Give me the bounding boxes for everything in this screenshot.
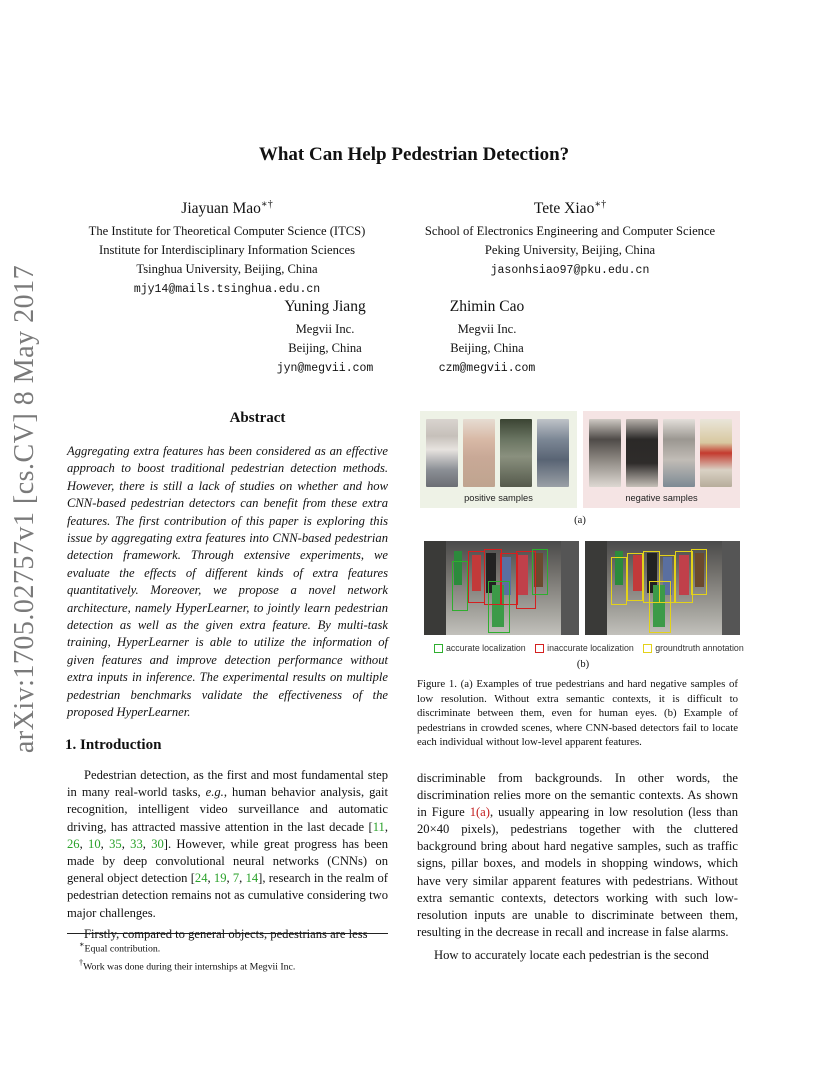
paper-title: What Can Help Pedestrian Detection? <box>258 144 570 165</box>
text-run: e.g. <box>205 785 224 800</box>
section-heading-introduction: 1. Introduction <box>65 737 162 753</box>
citation-link[interactable]: 26 <box>67 836 80 851</box>
crowd-scene-detections <box>424 541 579 635</box>
text-run: ], research in the realm of pedestrian detection remains not as cumulative considering two major challenges. <box>67 871 388 920</box>
author-email[interactable]: jyn@megvii.com <box>276 361 374 375</box>
crowd-scene-groundtruth <box>585 541 740 635</box>
negative-thumbnail <box>700 419 732 487</box>
arxiv-identifier-stamp: arXiv:1705.02757v1 [cs.CV] 8 May 2017 <box>9 264 40 754</box>
citation-link[interactable]: 14 <box>245 871 259 886</box>
legend-label: accurate localization <box>446 643 526 653</box>
footnote <box>67 938 400 956</box>
footnote-text: Equal contribution. <box>84 943 161 955</box>
author-email[interactable]: jasonhsiao97@pku.edu.cn <box>490 263 650 277</box>
pedestrian-thumbnail <box>463 419 495 487</box>
affiliation-line: Tsinghua University, Beijing, China <box>136 261 318 276</box>
author-mark: ∗† <box>594 199 607 210</box>
introduction-body <box>67 767 388 943</box>
abstract-body: Aggregating extra features has been considered as an effective approach to boost traditional pedestrian detection methods. However, there is still a lack of studies on whether and how CNN-based pedestrian detectors can benefit from these extra features. The first contribution of this paper is exploring this issue by aggregating extra features into CNN-based pedestrian detection framework. Through extensive experiments, we evaluate the effects of different kinds of extra features quantitatively. Moreover, we propose a novel network architecture, namely HyperLearner, to jointly learn pedestrian detection as well as the given extra feature. By multi-task training, HyperLearner is able to utilize the information of given features and improve detection performance without extra inputs in inference. The experimental results on multiple pedestrian benchmarks validate the effectiveness of the proposed HyperLearner. <box>67 444 388 720</box>
pedestrian-thumbnail <box>537 419 569 487</box>
citation-link[interactable]: 11 <box>372 819 385 834</box>
affiliation-line: Beijing, China <box>288 340 362 355</box>
pedestrian-thumbnail <box>500 419 532 487</box>
affiliation-line: The Institute for Theoretical Computer Science (ITCS) <box>88 223 366 238</box>
citation-link[interactable]: 30 <box>151 836 164 851</box>
author-block-xiao <box>405 196 735 280</box>
legend-swatch <box>434 644 443 653</box>
author-block-mao <box>62 196 392 299</box>
citation-link[interactable]: 33 <box>130 836 143 851</box>
author-block-cao <box>402 298 572 378</box>
paragraph: Pedestrian detection, as the first and most fundamental step in many real-world tasks, e.g., human behavior analysis, gait recognition, intelligent video surveillance and automatic driving, has attracted massive attention in the last decade [11, 26, 10, 35, 33, 30]. However, while great progress has been made by deep convolutional neural networks (CNNs) on general object detection [24, 19, 7, 14], research in the realm of pedestrian detection remains not as cumulative considering two major challenges. <box>67 768 389 920</box>
legend-swatch <box>535 644 544 653</box>
text-run: ]. However, while great progress has been made by deep convolutional neural networks (CNNs) on general object detection [ <box>67 836 389 886</box>
affiliation-line: Institute for Interdisciplinary Information Sciences <box>99 242 355 257</box>
figure-legend <box>434 643 751 653</box>
paragraph: How to accurately locate each pedestrian is the second <box>434 947 709 962</box>
footnote-mark: ∗ <box>79 940 85 949</box>
figure-1b <box>424 541 742 671</box>
author-name: Tete Xiao <box>533 200 595 218</box>
legend-swatch <box>643 644 652 653</box>
negative-thumbnail <box>589 419 621 487</box>
negative-thumbnail <box>663 419 695 487</box>
citation-link[interactable]: 35 <box>109 836 122 851</box>
subfigure-label-b: (b) <box>576 659 590 670</box>
author-mark: ∗† <box>260 199 273 210</box>
legend-label: inaccurate localization <box>547 643 634 653</box>
affiliation-line: Megvii Inc. <box>457 321 517 336</box>
footnotes <box>67 933 388 974</box>
footnote-mark: † <box>79 958 84 968</box>
negative-thumbnail <box>626 419 658 487</box>
paragraph: Firstly, compared to general objects, pedestrians are less <box>84 926 368 941</box>
text-run: , usually appearing in low resolution (less than 20×40 pixels), pedestrians together with the cluttered background bring about hard negative samples, such as traffic signs, pillar boxes, and models in shopping windows, which have very similar apparent features with pedestrians. Without extra semantic contexts, detectors working with such low-resolution inputs are unable to discriminate between them, resulting in the decrease in recall and increase in false alarms. <box>417 805 738 939</box>
citation-link[interactable]: 19 <box>213 871 227 886</box>
figure-1a <box>420 411 740 531</box>
affiliation-line: Beijing, China <box>450 340 524 355</box>
figure-caption: Figure 1. (a) Examples of true pedestrians and hard negative samples of low resolution. Without extra semantic contexts, it is difficult to discriminate between them, even for human eyes. (b) Example of pedestrians in crowded scenes, where CNN-based detectors fail to locate each individual without low-level apparent features. <box>417 678 738 748</box>
positive-samples-panel <box>420 411 577 508</box>
positive-samples-label: positive samples <box>464 493 533 503</box>
affiliation-line: Megvii Inc. <box>295 321 355 336</box>
negative-samples-label: negative samples <box>625 493 698 503</box>
author-email[interactable]: czm@megvii.com <box>438 361 536 375</box>
author-name: Jiayuan Mao <box>181 200 261 218</box>
citation-link[interactable]: 24 <box>194 871 208 886</box>
legend-item <box>535 643 634 653</box>
figure-reference-link[interactable]: 1(a) <box>469 805 490 820</box>
text-run: , human behavior analysis, gait recognition, intelligent video surveillance and automatic driving, has attracted massive attention in the last decade [ <box>67 785 388 834</box>
author-name: Zhimin Cao <box>449 298 525 315</box>
pedestrian-thumbnail <box>426 419 458 487</box>
negative-samples-panel <box>583 411 740 508</box>
author-block-jiang <box>240 298 410 378</box>
text-run: discriminable from backgrounds. In other words, the discrimination relies more on the semantic contexts. As shown in Figure <box>417 771 738 820</box>
subfigure-label-a: (a) <box>574 515 586 526</box>
author-email[interactable]: mjy14@mails.tsinghua.edu.cn <box>133 282 321 296</box>
text-run: Pedestrian detection, as the first and most fundamental step in many real-world tasks, <box>67 768 388 800</box>
author-name: Yuning Jiang <box>284 298 366 315</box>
right-column-body <box>417 770 738 964</box>
citation-link[interactable]: 7 <box>232 871 240 886</box>
legend-label: groundtruth annotation <box>655 643 744 653</box>
abstract-heading: Abstract <box>229 410 286 426</box>
footnote-text: Work was done during their internships at Megvii Inc. <box>83 961 296 973</box>
legend-item <box>434 643 526 653</box>
paragraph <box>417 770 738 941</box>
footnote <box>67 956 400 974</box>
citation-link[interactable]: 10 <box>88 836 101 851</box>
legend-item <box>643 643 744 653</box>
affiliation-line: Peking University, Beijing, China <box>484 242 656 257</box>
affiliation-line: School of Electronics Engineering and Computer Science <box>424 223 716 238</box>
